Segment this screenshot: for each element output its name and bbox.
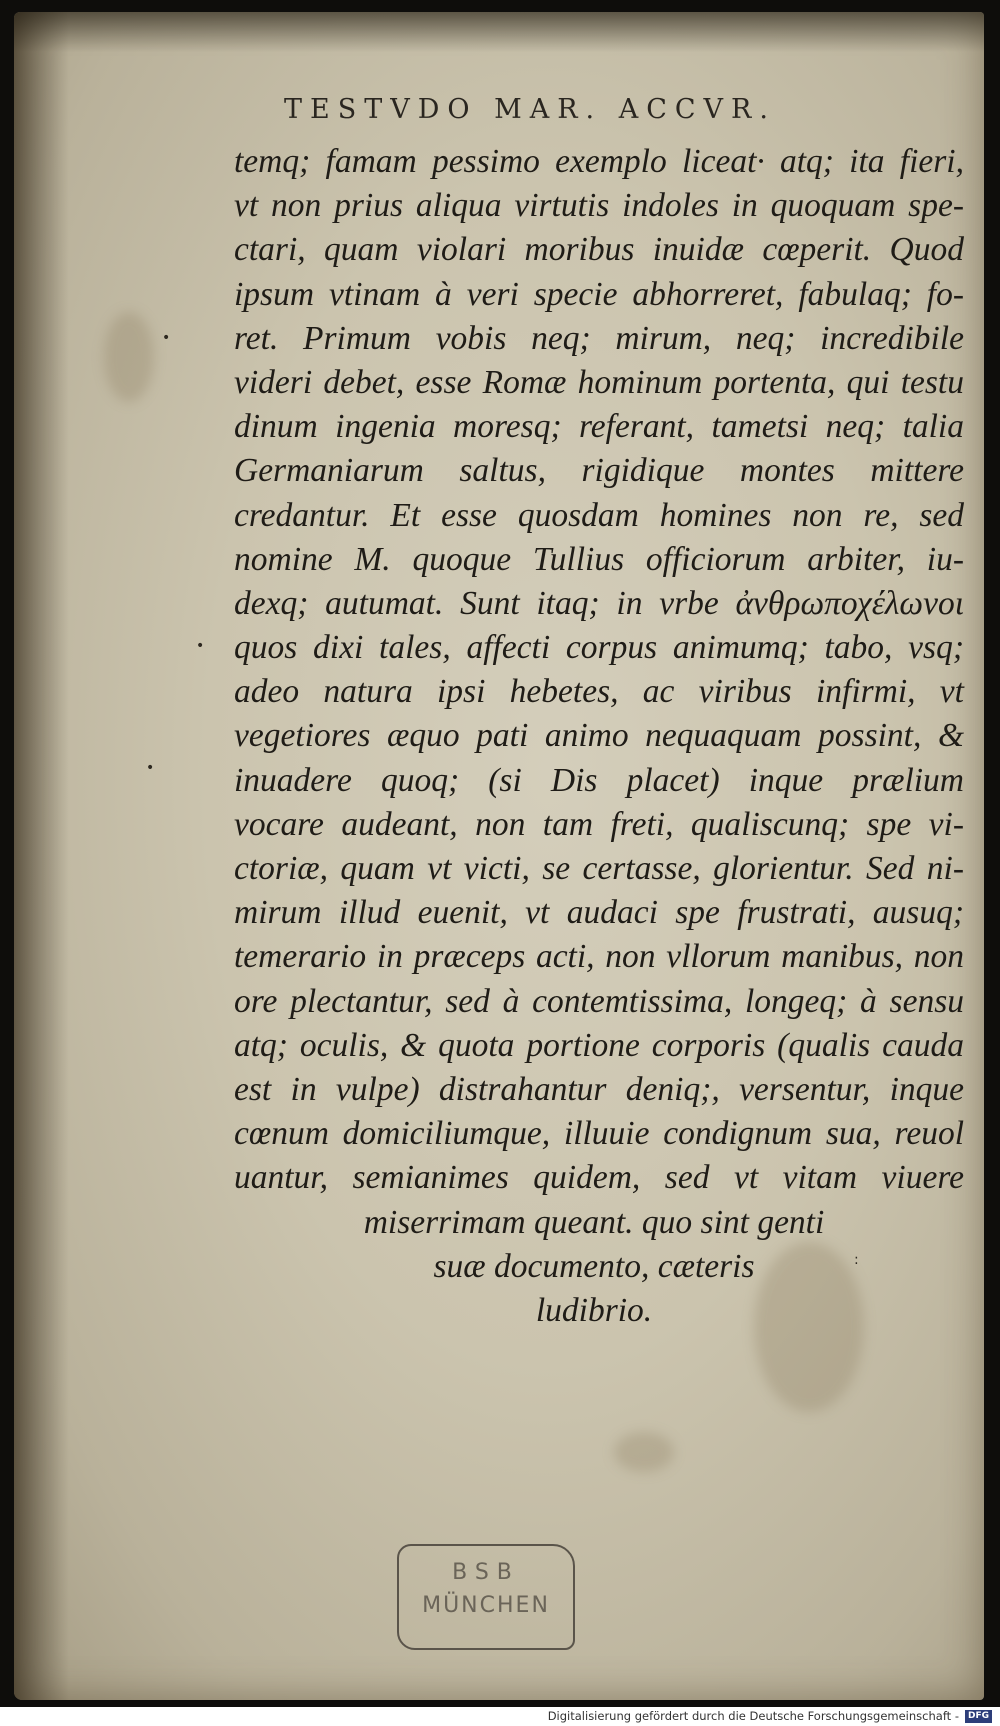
text-line: ret. Primum vobis neq; mirum, neq; incredibile [234, 319, 964, 357]
stamp-line-2: MÜNCHEN [422, 1593, 550, 1618]
text-line: miserrimam queant. quo sint genti [363, 1203, 825, 1241]
text-line: credantur. Et esse quosdam homines non re, sed [234, 496, 964, 534]
text-line: inuadere quoq; (si Dis placet) inque prælium [234, 761, 964, 799]
margin-dot: • [146, 760, 155, 776]
text-line: Germaniarum saltus, rigidique montes mittere [234, 452, 964, 490]
text-line: ore plectantur, sed à contemtissima, longeq; à sensu [234, 982, 964, 1020]
text-line: atq; oculis, & quota portione corporis (qualis cauda [234, 1026, 964, 1064]
text-line: dinum ingenia moresq; referant, tametsi neq; talia [234, 408, 964, 446]
paper-stain [614, 1432, 674, 1472]
text-line: ctoriæ, quam vt victi, se certasse, glorientur. Sed ni- [234, 850, 964, 887]
text-line: dexq; autumat. Sunt itaq; in vrbe ἀνθρωποχέλωνοι [234, 584, 964, 622]
text-line: vt non prius aliqua virtutis indoles in quoquam spe- [234, 187, 964, 225]
text-line: ipsum vtinam à veri specie abhorreret, fabulaq; fo- [234, 275, 964, 313]
text-line: quos dixi tales, affecti corpus animumq; tabo, vsq; [234, 629, 964, 667]
stamp-line-1: BSB [452, 1560, 520, 1585]
text-line: mirum illud euenit, vt audaci spe frustrati, ausuq; [234, 894, 964, 932]
text-line: ludibrio. [535, 1291, 653, 1329]
footer-credit [0, 1707, 1000, 1726]
text-line: uantur, semianimes quidem, sed vt vitam viuere [234, 1159, 964, 1197]
text-line: temq; famam pessimo exemplo liceat· atq; ita fieri, [234, 143, 964, 180]
text-line: vegetiores æquo pati animo nequaquam possint, & [234, 717, 964, 755]
dfg-logo: DFG [965, 1710, 992, 1723]
body-text [234, 140, 964, 1333]
text-line: videri debet, esse Romæ hominum portenta, qui testu [234, 363, 964, 401]
running-head: TESTVDO MAR. ACCVR. [284, 94, 776, 125]
text-line: adeo natura ipsi hebetes, ac viribus infirmi, vt [234, 673, 964, 711]
text-line: ctari, quam violari moribus inuidæ cœperit. Quod [234, 231, 964, 269]
footer-text: Digitalisierung gefördert durch die Deutsche Forschungsgemeinschaft - [547, 1709, 959, 1723]
text-line: est in vulpe) distrahantur deniq;, versentur, inque [234, 1070, 964, 1108]
text-line: suæ documento, cæteris [433, 1247, 755, 1285]
margin-dot: • [162, 330, 171, 346]
text-line: temerario in præceps acti, non vllorum manibus, non [234, 938, 964, 976]
text-line: vocare audeant, non tam freti, qualiscunq; spe vi- [234, 805, 964, 843]
library-stamp [397, 1544, 575, 1650]
text-line: cœnum domiciliumque, illuuie condignum sua, reuol [234, 1115, 964, 1153]
spine-shadow [14, 12, 69, 1700]
paper-stain [104, 312, 154, 402]
text-line: nomine M. quoque Tullius officiorum arbiter, iu- [234, 540, 964, 578]
margin-dot: • [196, 638, 205, 654]
margin-dot: : [854, 1252, 859, 1268]
top-edge-shadow [14, 12, 984, 52]
book-page [14, 12, 984, 1700]
